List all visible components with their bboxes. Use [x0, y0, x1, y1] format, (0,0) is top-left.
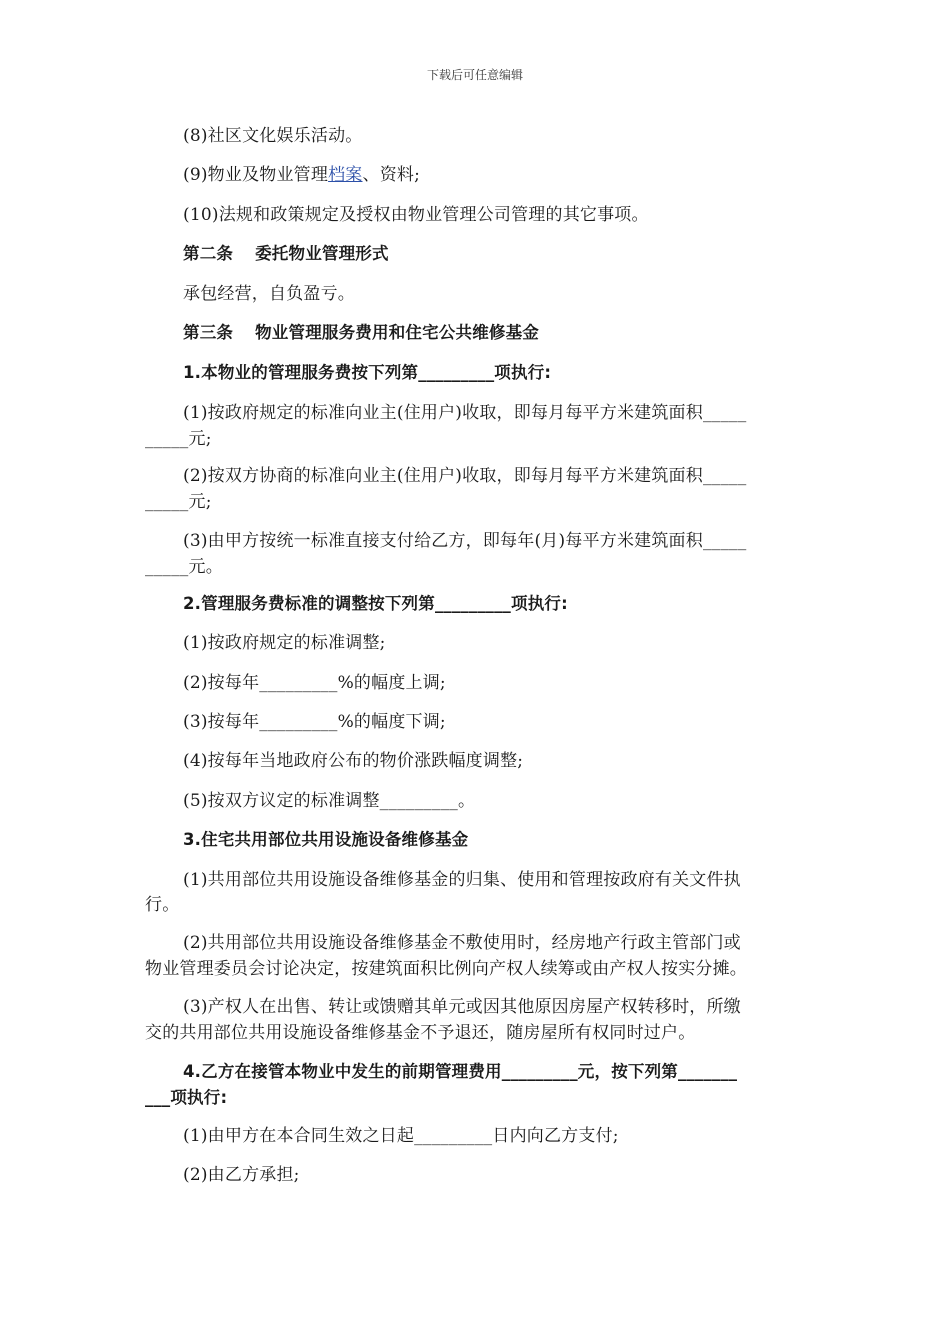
page-header: 下载后可任意编辑 — [426, 68, 523, 82]
clause-3-item-2: (2)共用部位共用设施设备维修基金不敷使用时，经房地产行政主管部门或 — [183, 933, 741, 953]
clause-3-item-1-cont: 行。 — [145, 895, 180, 915]
archive-link[interactable]: 档案 — [328, 165, 363, 185]
clause-1-item-1: (1)按政府规定的标准向业主(住用户)收取，即每月每平方米建筑面积_____ — [183, 403, 747, 423]
article-3-title: 物业管理服务费用和住宅公共维修基金 — [255, 323, 540, 342]
clause-2-item-1: (1)按政府规定的标准调整; — [183, 633, 386, 653]
clause-4-item-1: (1)由甲方在本合同生效之日起_________日内向乙方支付; — [183, 1126, 619, 1146]
clause-4-item-2: (2)由乙方承担; — [183, 1165, 300, 1185]
clause-2-item-3: (3)按每年_________%的幅度下调; — [183, 712, 446, 732]
clause-1-item-3: (3)由甲方按统一标准直接支付给乙方，即每年(月)每平方米建筑面积_____ — [183, 531, 747, 551]
item-9 — [183, 164, 420, 186]
clause-3-item-2-cont: 物业管理委员会讨论决定，按建筑面积比例向产权人续筹或由产权人按实分摊。 — [145, 959, 747, 979]
article-2-heading — [183, 243, 389, 265]
item-8: (8)社区文化娱乐活动。 — [183, 126, 363, 146]
clause-2-item-2: (2)按每年_________%的幅度上调; — [183, 673, 446, 693]
item-9-pre: (9)物业及物业管理 — [183, 165, 329, 185]
article-3-number: 第三条 — [183, 323, 234, 342]
clause-3-item-3: (3)产权人在出售、转让或馈赠其单元或因其他原因房屋产权转移时，所缴 — [183, 997, 741, 1017]
clause-2-item-4: (4)按每年当地政府公布的物价涨跌幅度调整; — [183, 751, 524, 771]
clause-1-item-3-cont: _____元。 — [145, 557, 223, 577]
clause-3-heading: 3.住宅共用部位共用设施设备维修基金 — [183, 830, 469, 849]
article-3-heading — [183, 322, 539, 344]
clause-2-item-5: (5)按双方议定的标准调整_________。 — [183, 791, 476, 811]
clause-1-item-2-cont: _____元; — [145, 492, 212, 512]
clause-2-heading: 2.管理服务费标准的调整按下列第_________项执行: — [183, 594, 568, 613]
article-2-title: 委托物业管理形式 — [255, 244, 389, 263]
clause-3-item-3-cont: 交的共用部位共用设施设备维修基金不予退还，随房屋所有权同时过户。 — [145, 1023, 696, 1043]
clause-3-item-1: (1)共用部位共用设施设备维修基金的归集、使用和管理按政府有关文件执 — [183, 870, 741, 890]
clause-4-heading-cont: ___项执行: — [145, 1088, 228, 1107]
item-10: (10)法规和政策规定及授权由物业管理公司管理的其它事项。 — [183, 205, 649, 225]
clause-4-heading: 4.乙方在接管本物业中发生的前期管理费用_________元，按下列第_______ — [183, 1062, 738, 1081]
clause-1-heading: 1.本物业的管理服务费按下列第_________项执行: — [183, 363, 552, 382]
item-9-post: 、资料; — [362, 165, 421, 185]
clause-1-item-2: (2)按双方协商的标准向业主(住用户)收取，即每月每平方米建筑面积_____ — [183, 466, 747, 486]
article-2-number: 第二条 — [183, 244, 234, 263]
clause-1-item-1-cont: _____元; — [145, 429, 212, 449]
article-2-content: 承包经营，自负盈亏。 — [183, 284, 355, 304]
